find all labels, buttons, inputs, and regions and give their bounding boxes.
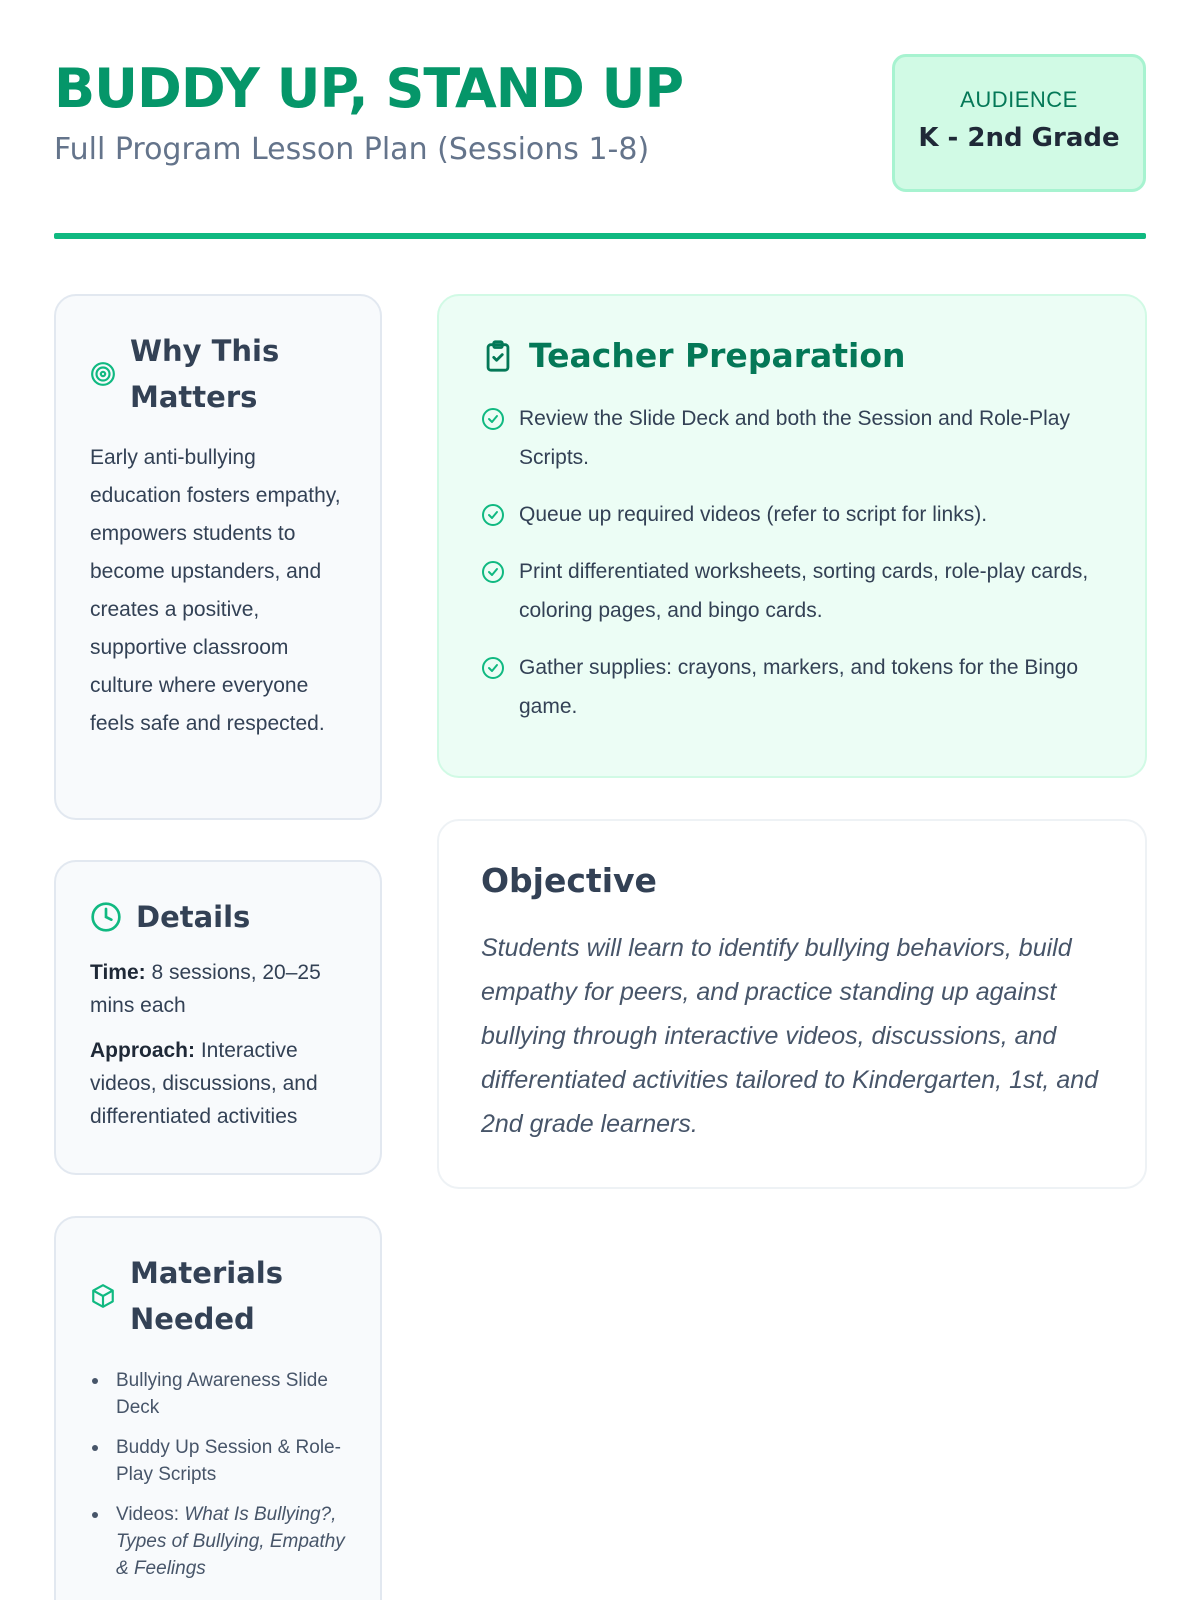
check-circle-icon — [481, 407, 505, 477]
detail-approach-label: Approach: — [90, 1039, 195, 1063]
audience-value: K - 2nd Grade — [918, 123, 1120, 153]
materials-title-line1: Materials — [130, 1256, 283, 1290]
audience-label: AUDIENCE — [960, 87, 1078, 112]
page-subtitle: Full Program Lesson Plan (Sessions 1-8) — [54, 132, 650, 167]
materials-card — [54, 1216, 382, 1600]
clock-icon — [90, 901, 122, 933]
prep-item-text: Gather supplies: crayons, markers, and tokens for the Bingo game. — [519, 656, 1079, 718]
objective-card — [437, 819, 1147, 1189]
page-title: BUDDY UP, STAND UP — [54, 57, 684, 120]
why-this-matters-card — [54, 294, 382, 820]
detail-approach-value: Interactive videos, discussions, and differentiated activities — [90, 1039, 318, 1129]
audience-badge — [892, 54, 1146, 192]
list-item — [481, 552, 1103, 630]
box-icon — [90, 1283, 116, 1309]
objective-title: Objective — [481, 861, 657, 900]
materials-list — [90, 1367, 346, 1582]
check-circle-icon — [481, 656, 505, 726]
objective-text: Students will learn to identify bullying behaviors, build empathy for peers, and practice standing up against bullying through interactive videos, discussions, and differentiated activities tailored to Kindergarten, 1st, and 2nd grade learners. — [481, 934, 1099, 1138]
materials-title-line2: Needed — [130, 1302, 255, 1337]
clipboard-check-icon — [481, 339, 515, 373]
list-item — [481, 495, 1103, 534]
list-item: Buddy Up Session & Role-Play Scripts — [90, 1434, 346, 1488]
list-item — [90, 1501, 346, 1582]
detail-time-label: Time: — [90, 961, 146, 985]
list-item — [481, 399, 1103, 477]
target-icon — [90, 361, 116, 387]
prep-item-text: Print differentiated worksheets, sorting cards, role-play cards, coloring pages, and bingo cards. — [519, 560, 1089, 622]
why-text: Early anti-bullying education fosters empathy, empowers students to become upstanders, and creates a positive, supportive classroom culture where everyone feels safe and respected. — [90, 445, 341, 735]
why-title-line2: Matters — [130, 380, 258, 415]
why-title — [130, 328, 279, 421]
prep-item-text: Review the Slide Deck and both the Session and Role-Play Scripts. — [519, 407, 1070, 469]
videos-label: Videos: — [116, 1503, 180, 1525]
prep-list — [481, 399, 1103, 726]
why-title-line1: Why This — [130, 334, 280, 368]
page-header — [54, 54, 1146, 194]
videos-value: What Is Bullying?, Types of Bullying, Empathy & Feelings — [116, 1503, 345, 1579]
materials-title — [130, 1250, 283, 1343]
detail-approach — [90, 1034, 346, 1133]
details-card — [54, 860, 382, 1175]
details-title: Details — [136, 900, 251, 934]
check-circle-icon — [481, 503, 505, 534]
prep-item-text: Queue up required videos (refer to script for links). — [519, 503, 988, 526]
list-item: Bullying Awareness Slide Deck — [90, 1367, 346, 1421]
detail-time-value: 8 sessions, 20–25 mins each — [90, 961, 321, 1018]
prep-title: Teacher Preparation — [529, 336, 906, 375]
check-circle-icon — [481, 560, 505, 630]
list-item — [481, 648, 1103, 726]
detail-time — [90, 956, 346, 1022]
header-divider — [54, 233, 1146, 239]
teacher-preparation-card — [437, 294, 1147, 778]
